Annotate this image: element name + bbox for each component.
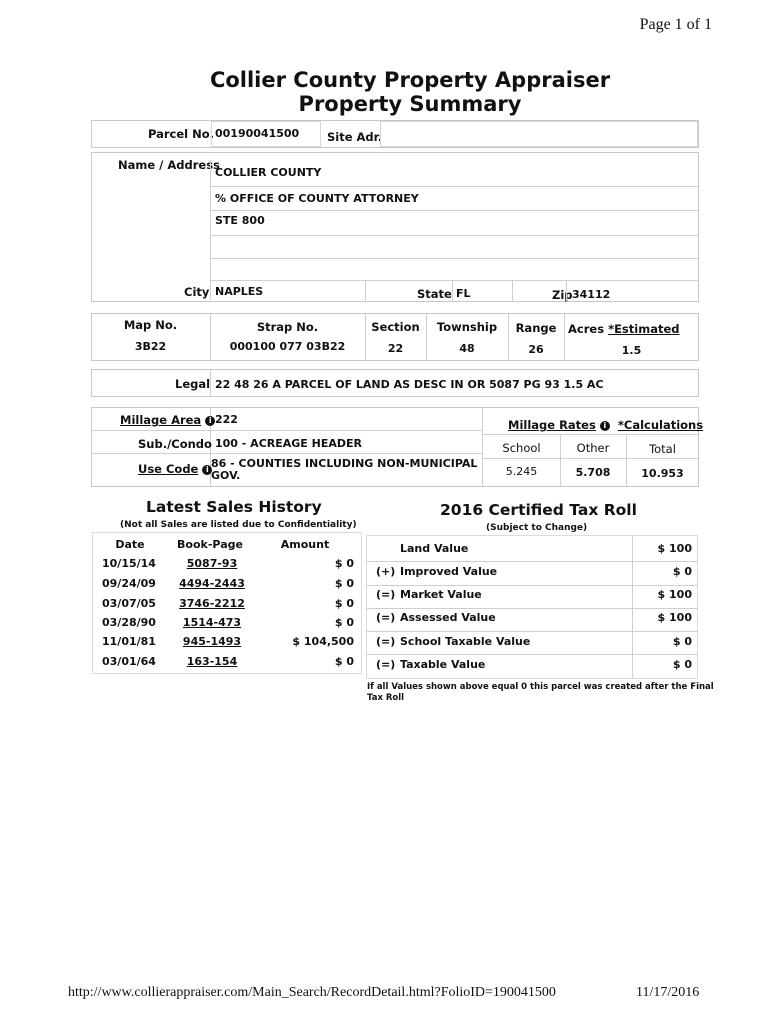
tax-roll-footnote-line-2: Tax Roll <box>367 693 405 703</box>
sales-title: Latest Sales History <box>146 498 322 516</box>
info-icon[interactable]: i <box>600 421 610 431</box>
zip: 34112 <box>572 288 611 301</box>
calculations-link[interactable]: *Calculations <box>617 418 704 432</box>
book-page-link[interactable]: 3746-2212 <box>179 597 245 610</box>
acres-header: Acres *Estimated <box>568 322 680 336</box>
township: 48 <box>459 342 475 355</box>
millage-rates-label[interactable]: Millage Rates i *Calculations <box>508 418 704 432</box>
page-title: Collier County Property Appraiser <box>209 68 611 92</box>
city: NAPLES <box>215 285 264 298</box>
table-row: 03/28/90 1514-473 $ 0 <box>102 616 354 629</box>
assessed-value: $ 100 <box>657 611 692 624</box>
book-page-link[interactable]: 4494-2443 <box>179 577 245 590</box>
table-row: 09/24/09 4494-2443 $ 0 <box>102 577 354 590</box>
use-code-label[interactable]: Use Code i <box>138 462 212 476</box>
assessed-value-label: Assessed Value <box>400 611 496 624</box>
book-page-header: Book-Page <box>177 538 243 551</box>
info-icon[interactable]: i <box>205 416 215 426</box>
sub-condo-label: Sub./Condo <box>138 437 212 451</box>
page-indicator: Page 1 of 1 <box>639 16 712 33</box>
info-icon[interactable]: i <box>202 465 212 475</box>
section-header: Section <box>371 320 420 334</box>
range-header: Range <box>515 321 557 335</box>
tax-roll-title: 2016 Certified Tax Roll <box>440 501 637 519</box>
other-rate: 5.708 <box>575 466 611 479</box>
map-no-header: Map No. <box>123 318 178 332</box>
tax-row-market: (=) Market Value $ 100 <box>376 588 692 601</box>
tax-row-assessed: (=) Assessed Value $ 100 <box>376 611 692 624</box>
tax-row-school-taxable: (=) School Taxable Value $ 0 <box>376 635 692 648</box>
millage-area-label[interactable]: Millage Area i <box>120 413 215 427</box>
date-header: Date <box>115 538 145 551</box>
legal-label: Legal <box>175 377 211 391</box>
taxable-value-label: Taxable Value <box>400 658 486 671</box>
zip-label: Zip <box>552 288 573 302</box>
improved-value: $ 0 <box>672 565 692 578</box>
site-adr-label: Site Adr. <box>327 130 383 144</box>
book-page-link[interactable]: 5087-93 <box>186 557 238 570</box>
owner-line-3: STE 800 <box>215 214 265 227</box>
millage-area: 222 <box>215 413 238 426</box>
school-taxable-value-label: School Taxable Value <box>400 635 531 648</box>
amount-header: Amount <box>280 538 330 551</box>
parcel-no-label: Parcel No. <box>148 127 215 141</box>
sales-header-row <box>98 538 360 557</box>
total-rate-header: Total <box>649 442 676 456</box>
table-row: 11/01/81 945-1493 $ 104,500 <box>102 635 354 648</box>
table-row: 03/01/64 163-154 $ 0 <box>102 655 354 668</box>
school-taxable-value: $ 0 <box>672 635 692 648</box>
page-subtitle: Property Summary <box>298 92 522 116</box>
land-value-label: Land Value <box>400 542 469 555</box>
name-address-label: Name / Address <box>118 158 220 172</box>
book-page-link[interactable]: 1514-473 <box>182 616 242 629</box>
strap-no: 000100 077 03B22 <box>229 340 346 353</box>
map-no: 3B22 <box>134 340 167 353</box>
table-row: 03/07/05 3746-2212 $ 0 <box>102 597 354 610</box>
township-header: Township <box>436 320 498 334</box>
tax-row-improved: (+) Improved Value $ 0 <box>376 565 692 578</box>
other-rate-header: Other <box>576 441 610 455</box>
market-value-label: Market Value <box>400 588 482 601</box>
use-code-line-2: GOV. <box>211 469 241 482</box>
sub-condo: 100 - ACREAGE HEADER <box>215 437 362 450</box>
book-page-link[interactable]: 945-1493 <box>182 635 242 648</box>
use-code-line-1: 86 - COUNTIES INCLUDING NON-MUNICIPAL <box>211 457 478 470</box>
state: FL <box>456 287 471 300</box>
table-row: 10/15/14 5087-93 $ 0 <box>102 557 354 570</box>
state-label: State <box>417 287 452 301</box>
acres-estimated-link[interactable]: *Estimated <box>608 322 680 336</box>
strap-no-header: Strap No. <box>256 320 319 334</box>
sales-note: (Not all Sales are listed due to Confidentiality) <box>120 520 357 530</box>
footer-url: http://www.collierappraiser.com/Main_Search/RecordDetail.html?FolioID=190041500 <box>68 985 556 1000</box>
owner-line-2: % OFFICE OF COUNTY ATTORNEY <box>215 192 419 205</box>
tax-roll-footnote-line-1: If all Values shown above equal 0 this parcel was created after the Final <box>367 682 714 692</box>
book-page-link[interactable]: 163-154 <box>186 655 238 668</box>
owner-line-1: COLLIER COUNTY <box>215 166 322 179</box>
market-value: $ 100 <box>657 588 692 601</box>
city-label: City <box>184 285 210 299</box>
tax-row-land <box>366 539 698 561</box>
section: 22 <box>387 342 404 355</box>
school-rate: 5.245 <box>505 465 538 478</box>
total-rate: 10.953 <box>641 467 684 480</box>
school-rate-header: School <box>502 441 541 455</box>
tax-roll-note: (Subject to Change) <box>486 523 588 533</box>
footer-date: 11/17/2016 <box>636 985 700 1000</box>
acres: 1.5 <box>621 344 642 357</box>
legal-description: 22 48 26 A PARCEL OF LAND AS DESC IN OR 5087 PG 93 1.5 AC <box>215 378 604 391</box>
land-value: $ 100 <box>657 542 692 555</box>
improved-value-label: Improved Value <box>400 565 498 578</box>
taxable-value: $ 0 <box>672 658 692 671</box>
tax-row-taxable: (=) Taxable Value $ 0 <box>376 658 692 671</box>
parcel-no: 00190041500 <box>215 127 300 140</box>
range: 26 <box>528 343 544 356</box>
